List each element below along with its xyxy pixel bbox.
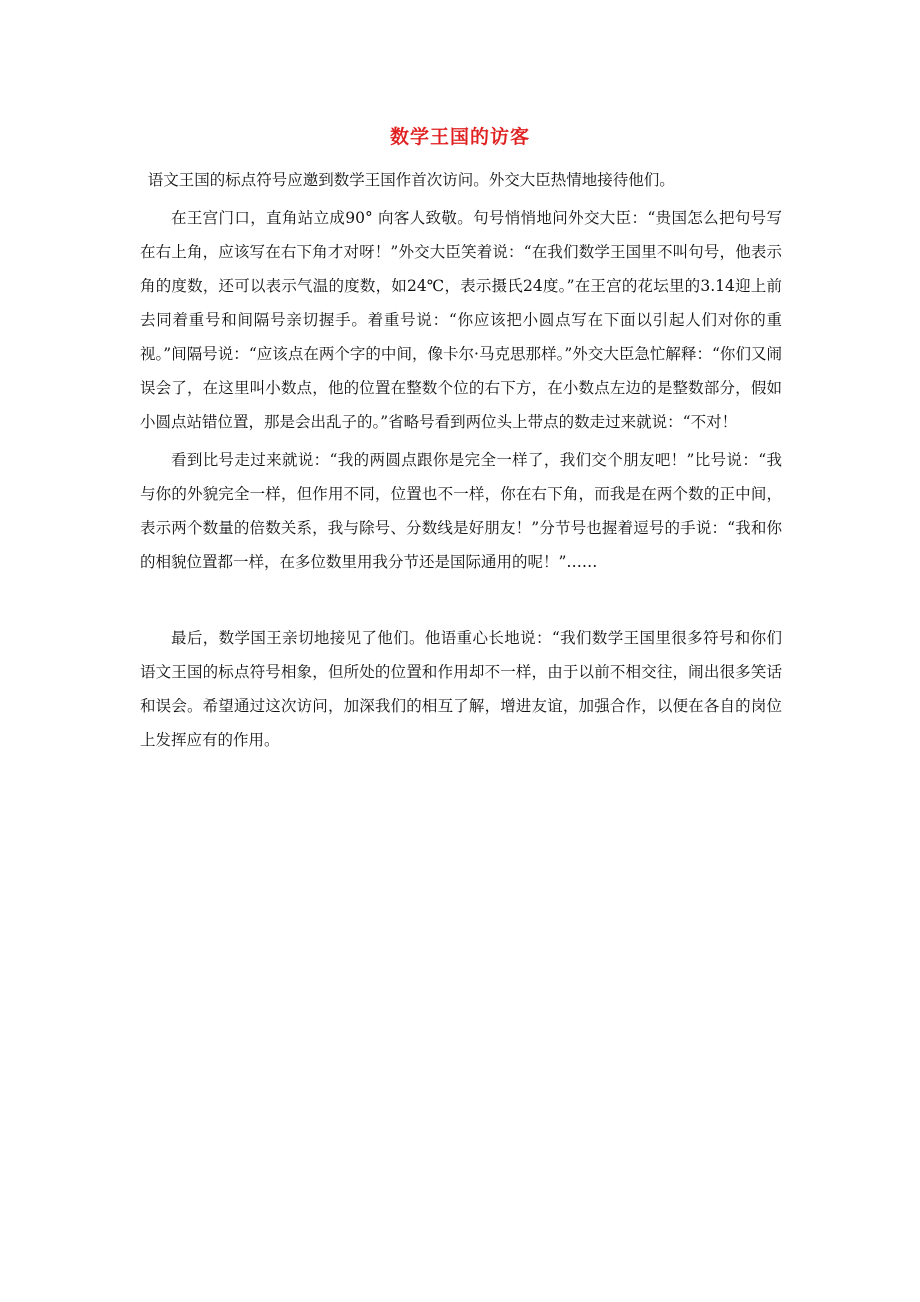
paragraph-intro: 语文王国的标点符号应邀到数学王国作首次访问。外交大臣热情地接待他们。	[147, 171, 675, 189]
document-body	[140, 163, 782, 761]
paragraph-king: 最后，数学国王亲切地接见了他们。他语重心长地说：“我们数学王国里很多符号和你们语文王国的标点符号相象，但所处的位置和作用却不一样，由于以前不相交往，闹出很多笑话和误会。希望通过这次访问，加深我们的相互了解，增进友谊，加强合作，以便在各自的岗位上发挥应有的作用。	[140, 629, 782, 749]
paragraph-palace-gate: 在王宫门口，直角站立成90° 向客人致敬。句号悄悄地问外交大臣：“贵国怎么把句号写在右上角，应该写在右下角才对呀！”外交大臣笑着说：“在我们数学王国里不叫句号，他表示角的度数，还可以表示气温的度数，如24℃，表示摄氏24度。”在王宫的花坛里的3.14迎上前去同着重号和间隔号亲切握手。着重号说：“你应该把小圆点写在下面以引起人们对你的重视。”间隔号说：“应该点在两个字的中间，像卡尔·马克思那样。”外交大臣急忙解释：“你们又闹误会了，在这里叫小数点，他的位置在整数个位的右下方，在小数点左边的是整数部分，假如小圆点站错位置，那是会出乱子的。”省略号看到两位头上带点的数走过来就说：“不对！	[140, 209, 782, 431]
page-title: 数学王国的访客	[389, 126, 530, 148]
paragraph-ratio-sign: 看到比号走过来就说：“我的两圆点跟你是完全一样了，我们交个朋友吧！”比号说：“我与你的外貌完全一样，但作用不同，位置也不一样，你在右下角，而我是在两个数的正中间，表示两个数量的倍数关系，我与除号、分数线是好朋友！”分节号也握着逗号的手说：“我和你的相貌位置都一样，在多位数里用我分节还是国际通用的呢！”……	[140, 451, 782, 571]
